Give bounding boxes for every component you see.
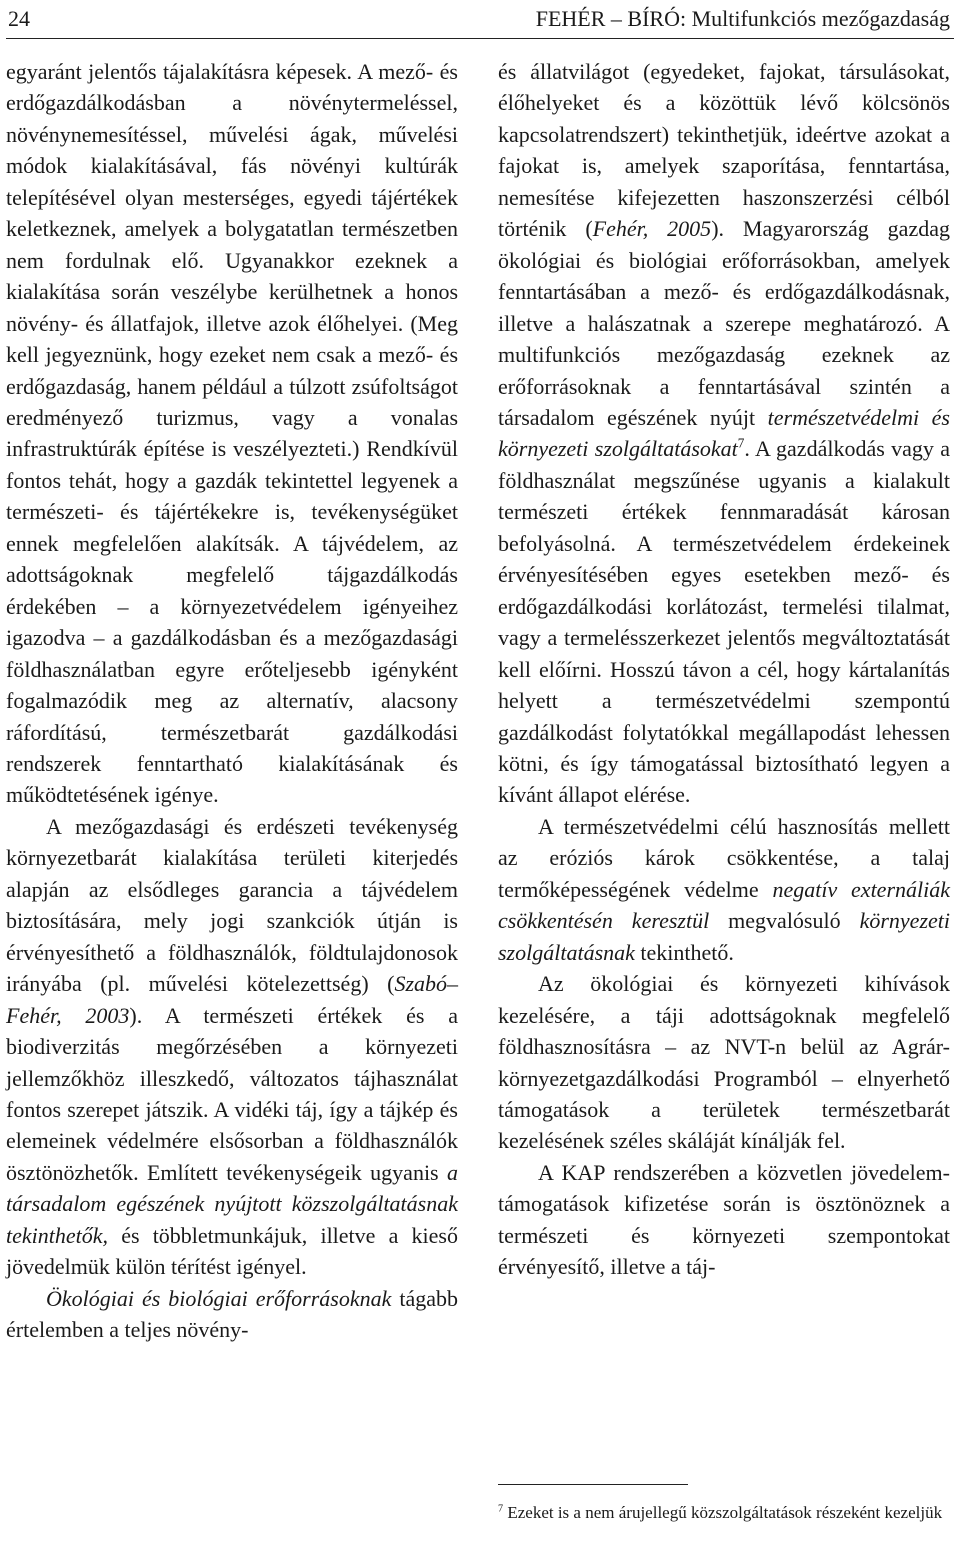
emphasis: a társadalom egészének nyújtott közszolgáltatásnak tekinthetők, xyxy=(6,1159,458,1248)
paragraph: A mezőgazdasági és erdészeti tevékenység környezetbarát kialakítása területi kiterjedés alapján az elsődleges garancia a tájvédelem biztosítására, mely jogi szankciók útján is érvényesíthető a földhasználók, földtulajdonosok irányába (pl. művelési kötelezettség) (Szabó– Fehér, 2003). A természeti értékek és a biodiverzitás megőrzésében a környezeti jellemzőkhöz illeszkedő, változatos tájhasználat fontos szerepet játszik. A vidéki táj, így a tájkép és elemeinek védelmére elsősorban a földhasználók ösztönözhetők. Említett tevékenységeik ugyanis a társadalom egészének nyújtott közszolgáltatásnak tekinthetők, és többletmunkájuk, illetve a kieső jövedelmük külön térítést igényel. xyxy=(6,813,458,1280)
emphasis: Ökológiai és biológiai erőforrásoknak xyxy=(46,1285,392,1311)
footnote-marker: 7 xyxy=(498,1503,504,1515)
page-number: 24 xyxy=(8,6,30,31)
citation: Szabó– Fehér, 2003 xyxy=(6,971,458,1028)
footnote-separator xyxy=(498,1484,688,1485)
running-title: FEHÉR – BÍRÓ: Multifunkciós mezőgazdaság xyxy=(535,6,950,31)
left-column xyxy=(6,56,458,1346)
citation: Fehér, 2005 xyxy=(592,216,712,242)
right-column xyxy=(498,56,950,1283)
footnote-text: Ezeket is a nem árujellegű közszolgáltatások részeként kezeljük xyxy=(503,1503,943,1522)
footnote-reference: 7 xyxy=(737,436,745,452)
page-header xyxy=(6,2,954,39)
footnote xyxy=(498,1500,950,1526)
paragraph: Ökológiai és biológiai erőforrásoknak tágabb értelemben a teljes növény- xyxy=(6,1285,458,1343)
paragraph: és állatvilágot (egyedeket, fajokat, társulásokat, élőhelyeket és a közöttük lévő kölcsönös kapcsolatrendszert) tekinthetjük, ideértve azokat a fajokat is, amelyek szaporítása, fenntartása, nemesítése kifejezetten haszonszerzési célból történik (Fehér, 2005). Magyarország gazdag ökológiai és biológiai erőforrásokban, amelyek fenntartásában a mező- és erdőgazdálkodásnak, illetve a halászatnak a szerepe meghatározó. A multifunkciós mezőgazdaság ezeknek az erőforrásoknak a fenntartásával szintén a társadalom egészének nyújt természetvédelmi és környezeti szolgáltatásokat$^7$. A gazdálkodás vagy a földhasználat megszűnése ugyanis a kialakult természeti értékek fennmaradását károsan befolyásolná. A természetvédelem érdekeinek érvényesítésében egyes esetekben mező- és erdőgazdálkodási korlátozást, termelési tilalmat, vagy a termelésszerkezet jelentős megváltoztatását kell előírni. Hosszú távon a cél, hogy kártalanítás helyett a természetvédelmi szempontú gazdálkodást folytatókkal megállapodást lehessen kötni, és így támogatással biztosítható legyen a kívánt állapot elérése. xyxy=(498,59,950,808)
paragraph: egyaránt jelentős tájalakításra képesek. A mező- és erdőgazdálkodásban a növénytermeléssel, növénynemesítéssel, művelési ágak, művelési módok kialakításával, fás növényi kultúrák telepítésével olyan mesterséges, egyedi tájértékek keletkeznek, amelyek a bolygatatlan természetben nem fordulnak elő. Ugyanakkor ezeknek a kialakítása során veszélybe kerülhetnek a honos növény- és állatfajok, illetve azok élőhelyei. (Meg kell jegyeznünk, hogy ezeket nem csak a mező- és erdőgazdaság, hanem például a túlzott zsúfoltságot eredményező turizmus, vagy a vonalas infrastruktúrák építése is veszélyezteti.) Rendkívül fontos tehát, hogy a gazdák tekintettel legyenek a természeti- és tájértékekre is, tevékenységüket ennek megfelelően alakítsák. A tájvédelem, az adottságoknak megfelelő tájgazdálkodás érdekében – a környezetvédelem igényeihez igazodva – a gazdálkodásban és a mezőgazdasági földhasználatban egyre erőteljesebb igényként fogalmazódik meg az alternatív, alacsony ráfordítású, természetbarát gazdálkodási rendszerek fenntartható kialakításának és működtetésének igénye. xyxy=(6,59,458,808)
paragraph: A természetvédelmi célú hasznosítás mellett az eróziós károk csökkentése, a talaj termőképességének védelme negatív externáliák csökkentésén keresztül megvalósuló környezeti szolgáltatásnak tekinthető. xyxy=(498,813,950,965)
emphasis: környezeti szolgáltatásnak xyxy=(498,908,950,965)
emphasis: negatív externáliák csökkentésén keresztül xyxy=(498,876,950,934)
paragraph: A KAP rendszerében a közvetlen jövedelem-támogatások kifizetése során is ösztönöznek a természeti és környezeti szempontokat érvényesítő, illetve a táj- xyxy=(498,1159,950,1280)
paragraph: Az ökológiai és környezeti kihívások kezelésére, a táji adottságoknak megfelelő földhasznosításra – az NVT-n belül az Agrár-környezetgazdálkodási Programból – elnyerhető támogatások a területek természetbarát kezelésének széles skáláját kínálják fel. xyxy=(498,971,950,1154)
emphasis: természetvédelmi és környezeti szolgáltatásokat xyxy=(498,404,950,462)
